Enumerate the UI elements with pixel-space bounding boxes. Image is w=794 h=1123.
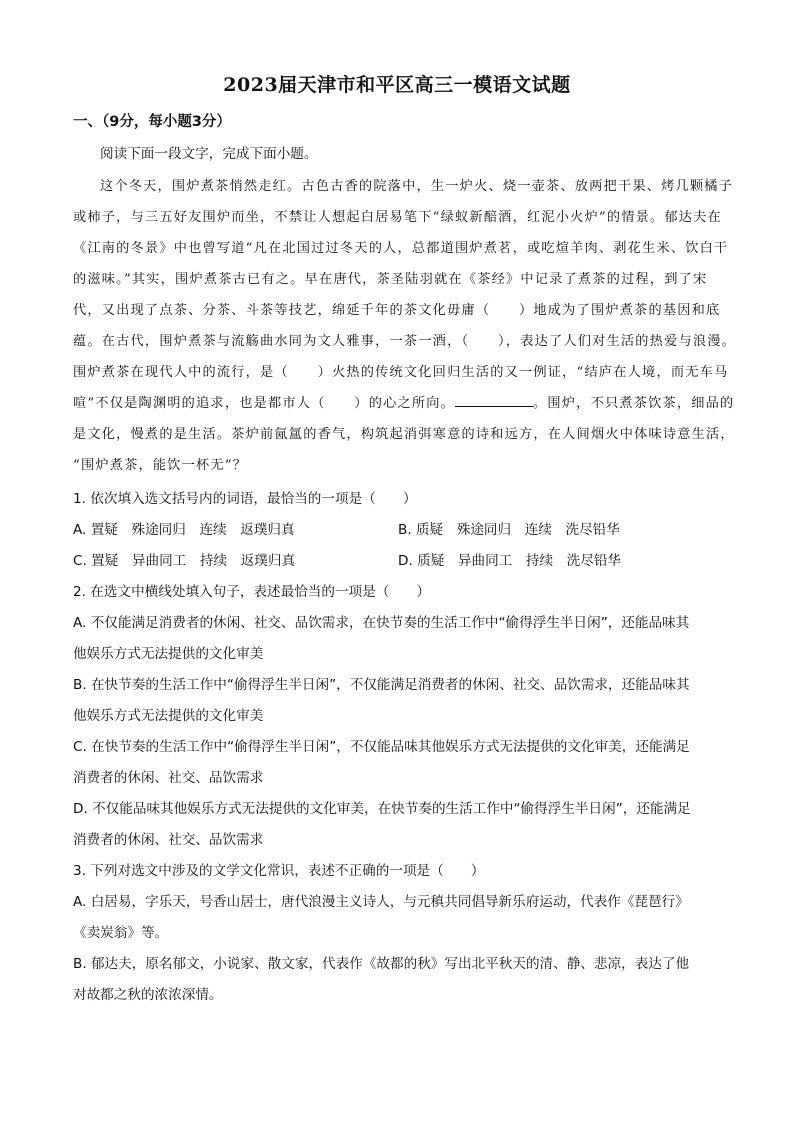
passage-line-with-blank (73, 392, 735, 411)
option-c: C. 在快节奏的生活工作中“偷得浮生半日闲”，不仅能品味其他娱乐方式无法提供的文化审美，还能满足 (73, 739, 690, 755)
question-stem: 3. 下列对选文中涉及的文学文化常识，表述不正确的一项是（ ） (73, 863, 485, 879)
question-stem: 1. 依次填入选文括号内的词语，最恰当的一项是（ ） (73, 491, 417, 507)
option-b-cont: 对故都之秋的浓浓深情。 (73, 987, 223, 1003)
page-title: 2023届天津市和平区高三一模语文试题 (223, 74, 571, 96)
option-b-cont: 他娱乐方式无法提供的文化审美 (73, 708, 264, 724)
option-a-cont: 《卖炭翁》等。 (73, 925, 169, 941)
option-d-cont: 消费者的休闲、社交、品饮需求 (73, 832, 264, 848)
passage-line: 这个冬天，围炉煮茶悄然走红。古色古香的院落中，生一炉火、烧一壶茶、放两把干果、烤几颗橘子 (100, 179, 734, 194)
passage-line: 的滋味。”其实，围炉煮茶古已有之。早在唐代，茶圣陆羽就在《茶经》中记录了煮茶的过程，到了宋 (73, 272, 708, 287)
passage-line: 是文化，慢煮的是生活。茶炉前氤氲的香气，构筑起消弭寒意的诗和远方，在人间烟火中体味诗意生活， (73, 427, 735, 442)
passage-line: 或柿子，与三五好友围炉而坐，不禁让人想起白居易笔下“绿蚁新醅酒，红泥小火炉”的情景。郁达夫在 (73, 210, 722, 225)
option-c: C. 置疑 异曲同工 持续 返璞归真 (73, 553, 296, 569)
passage-text: 喧”不仅是陶渊明的追求，也是都市人（ ）的心之所向。 (73, 396, 456, 411)
fill-blank (455, 394, 533, 407)
option-d: D. 不仅能品味其他娱乐方式无法提供的文化审美，在快节奏的生活工作中“偷得浮生半日闲”，还能满足 (73, 801, 691, 817)
passage-line: “围炉煮茶，能饮一杯无”？ (73, 458, 248, 473)
passage-line: 蕴。在古代，围炉煮茶与流觞曲水同为文人雅事，一茶一酒，（ ），表达了人们对生活的热爱与浪漫。 (73, 334, 737, 349)
passage-line: 《江南的冬景》中也曾写道“凡在北国过过冬天的人，总都道围炉煮茗，或吃煊羊肉、剥花生米、饮白干 (73, 241, 729, 256)
passage-line: 代，又出现了点茶、分茶、斗茶等技艺，绵延千年的茶文化毋庸（ ）地成为了围炉煮茶的基因和底 (73, 303, 721, 318)
passage-text: 。围炉，不只煮茶饮茶，细品的 (533, 396, 735, 411)
option-c-cont: 消费者的休闲、社交、品饮需求 (73, 770, 264, 786)
option-a: A. 白居易，字乐天，号香山居士，唐代浪漫主义诗人，与元稹共同倡导新乐府运动，代表作《琵琶行》 (73, 894, 689, 910)
option-d: D. 质疑 异曲同工 持续 洗尽铅华 (398, 553, 622, 569)
instruction-text: 阅读下面一段文字，完成下面小题。 (100, 146, 318, 162)
section-heading: 一、（9分，每小题3分） (73, 114, 231, 130)
option-a-cont: 他娱乐方式无法提供的文化审美 (73, 646, 264, 662)
option-b: B. 在快节奏的生活工作中“偷得浮生半日闲”，不仅能满足消费者的休闲、社交、品饮需求，还能品味其 (73, 677, 690, 693)
option-b: B. 质疑 殊途同归 连续 洗尽铅华 (398, 522, 620, 538)
option-a: A. 不仅能满足消费者的休闲、社交、品饮需求，在快节奏的生活工作中“偷得浮生半日闲”，还能品味其 (73, 615, 690, 631)
passage-line: 围炉煮茶在现代人中的流行，是（ ）火热的传统文化回归生活的又一例证，“结庐在人境，而无车马 (73, 365, 729, 380)
option-b: B. 郁达夫，原名郁文，小说家、散文家，代表作《故都的秋》写出北平秋天的清、静、悲凉，表达了他 (73, 956, 690, 972)
question-stem: 2. 在选文中横线处填入句子，表述最恰当的一项是（ ） (73, 584, 431, 600)
option-a: A. 置疑 殊途同归 连续 返璞归真 (73, 522, 295, 538)
